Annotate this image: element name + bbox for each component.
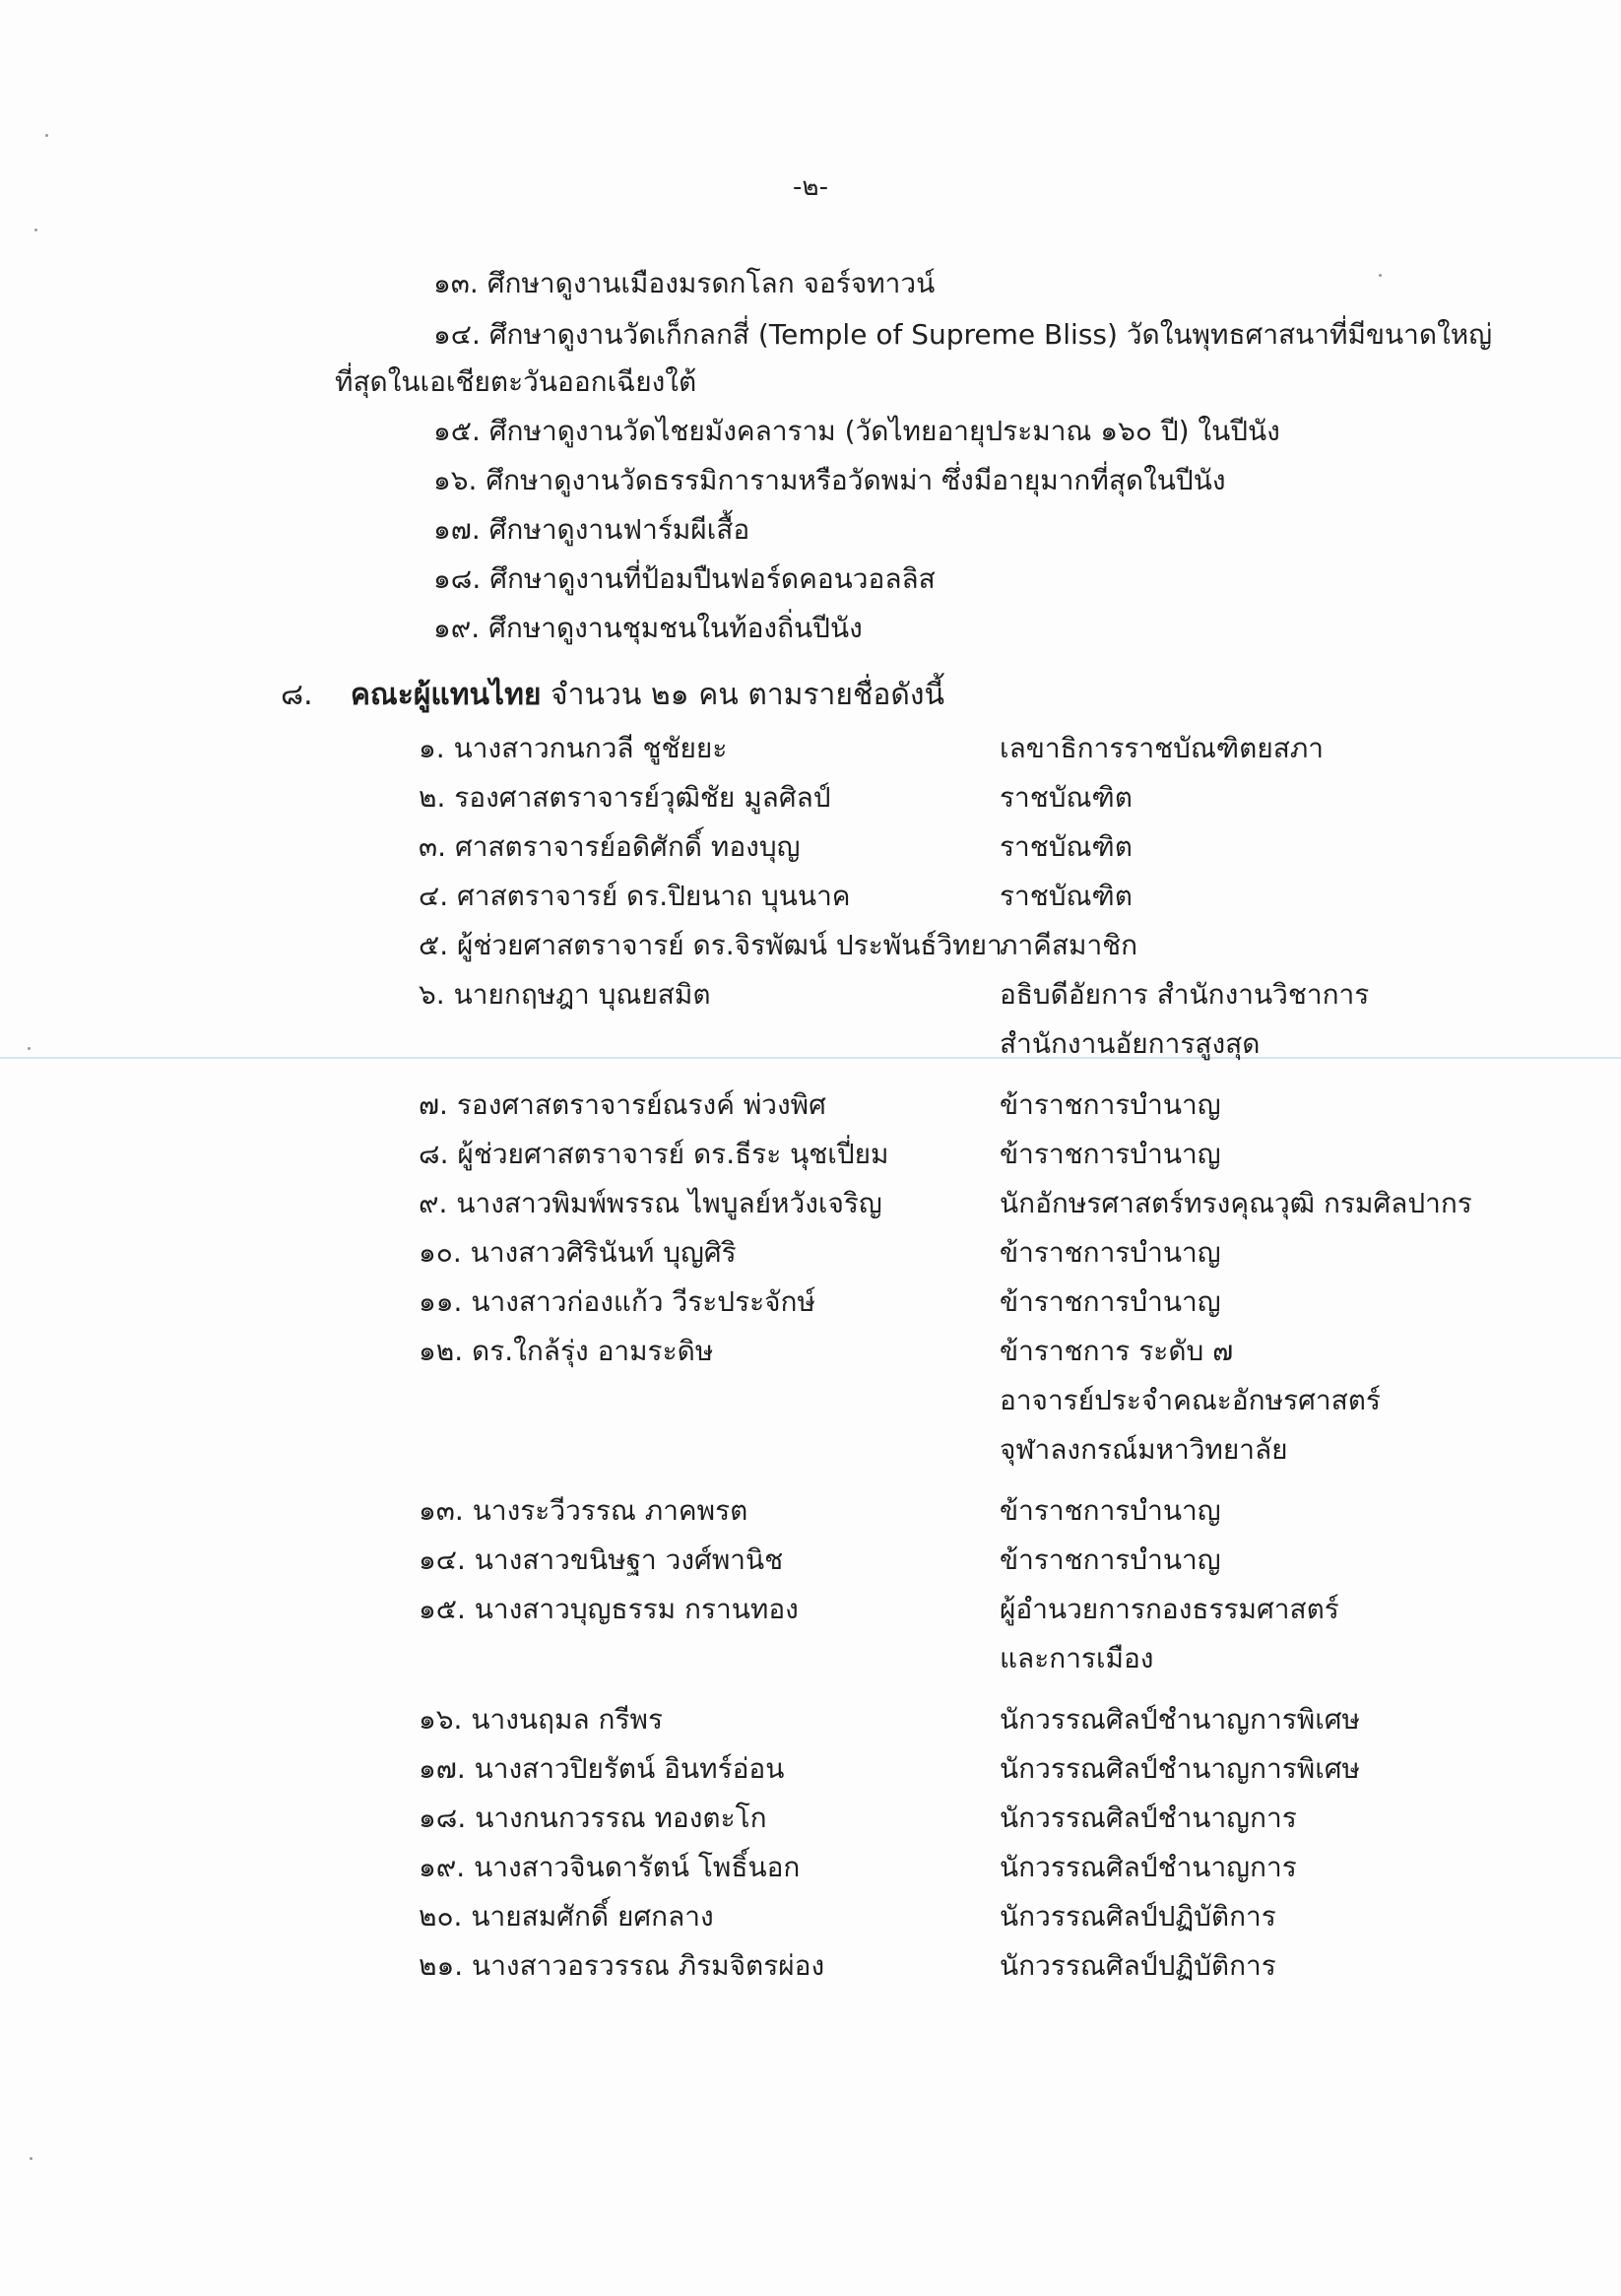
member-name-text: นางสาวกนกวลี ชูชัยยะ xyxy=(453,732,728,764)
member-number: ๑๐. xyxy=(419,1236,462,1269)
member-name xyxy=(419,1334,713,1369)
member-number: ๒. xyxy=(419,781,446,814)
member-name xyxy=(419,731,727,766)
study-item-number: ๑๖. xyxy=(433,464,478,496)
page-number: -๒- xyxy=(793,172,828,202)
study-item xyxy=(433,463,1226,498)
member-name-text: นายสมศักดิ์ ยศกลาง xyxy=(471,1900,714,1933)
member-position: ราชบัณฑิต xyxy=(1000,830,1133,863)
member-name xyxy=(419,1235,737,1271)
study-item-text: ศึกษาดูงานเมืองมรดกโลก จอร์จทาวน์ xyxy=(486,267,936,299)
member-name xyxy=(419,1542,783,1578)
member-number: ๑๘. xyxy=(419,1802,467,1834)
scan-speck xyxy=(1379,274,1382,277)
member-name xyxy=(419,1186,882,1221)
section-rest: จำนวน ๒๑ คน ตามรายชื่อดังนี้ xyxy=(551,678,944,712)
scan-speck xyxy=(28,1047,31,1050)
member-name-text: รองศาสตราจารย์ณรงค์ พ่วงพิศ xyxy=(456,1088,826,1121)
member-name-text: นางสาวบุญธรรม กรานทอง xyxy=(474,1593,799,1625)
member-name xyxy=(419,1592,799,1627)
study-item-number: ๑๙. xyxy=(433,612,481,644)
member-number: ๕. xyxy=(419,929,449,961)
study-item-continuation: ที่สุดในเอเชียตะวันออกเฉียงใต้ xyxy=(335,365,697,398)
member-position: นักวรรณศิลป์ชำนาญการพิเศษ xyxy=(1000,1703,1360,1736)
member-name xyxy=(419,1702,663,1738)
member-name xyxy=(419,1948,824,1984)
study-item xyxy=(433,317,1492,353)
member-position: นักวรรณศิลป์ชำนาญการ xyxy=(1000,1802,1297,1834)
member-name xyxy=(419,928,1003,963)
member-position: ข้าราชการบำนาญ xyxy=(1000,1088,1221,1121)
member-name-text: นางสาวศิรินันท์ บุญศิริ xyxy=(470,1236,737,1269)
member-position: ข้าราชการบำนาญ xyxy=(1000,1138,1221,1170)
member-number: ๑๔. xyxy=(419,1543,466,1576)
member-name xyxy=(419,1137,889,1172)
study-item-text: ศึกษาดูงานฟาร์มผีเสื้อ xyxy=(488,513,750,546)
member-position: ข้าราชการบำนาญ xyxy=(1000,1543,1221,1576)
member-name-text: ศาสตราจารย์อดิศักดิ์ ทองบุญ xyxy=(454,830,801,863)
section-label: คณะผู้แทนไทย xyxy=(350,678,542,712)
member-name-text: นางระวีวรรณ ภาคพรต xyxy=(472,1494,748,1527)
study-item-text: ศึกษาดูงานวัดธรรมิการามหรือวัดพม่า ซึ่งมีอายุมากที่สุดในปีนัง xyxy=(486,464,1226,496)
section-number: ๘. xyxy=(281,678,313,712)
member-number: ๒๐. xyxy=(419,1900,463,1933)
section-heading xyxy=(281,678,944,713)
member-number: ๘. xyxy=(419,1138,449,1170)
scan-speck xyxy=(30,2157,32,2160)
member-position: ข้าราชการบำนาญ xyxy=(1000,1236,1221,1269)
member-name xyxy=(419,879,851,914)
member-name-text: นางสาวอรวรรณ ภิรมจิตรผ่อง xyxy=(472,1949,825,1982)
member-position: ข้าราชการบำนาญ xyxy=(1000,1285,1221,1318)
member-number: ๑๕. xyxy=(419,1593,466,1625)
member-name xyxy=(419,977,711,1013)
study-item-text: ศึกษาดูงานวัดเก็กลกสี่ (Temple of Supreme Bliss) วัดในพุทธศาสนาที่มีขนาดใหญ่ xyxy=(488,318,1493,351)
study-item-number: ๑๓. xyxy=(433,267,479,299)
member-name xyxy=(419,1801,767,1836)
study-item-number: ๑๘. xyxy=(433,562,482,595)
member-name-text: ศาสตราจารย์ ดร.ปิยนาถ บุนนาค xyxy=(457,880,851,912)
scan-artifact-line xyxy=(0,1057,1621,1059)
member-number: ๗. xyxy=(419,1088,448,1121)
member-name-text: นางสาวพิมพ์พรรณ ไพบูลย์หวังเจริญ xyxy=(456,1187,882,1219)
member-position: เลขาธิการราชบัณฑิตยสภา xyxy=(1000,732,1325,764)
member-position: ข้าราชการบำนาญ xyxy=(1000,1494,1221,1527)
study-item xyxy=(433,561,936,597)
study-item-text: ศึกษาดูงานที่ป้อมปืนฟอร์ดคอนวอลลิส xyxy=(489,562,936,595)
member-name-text: นางนฤมล กรีพร xyxy=(471,1703,663,1736)
study-item-number: ๑๔. xyxy=(433,318,481,351)
scan-speck xyxy=(45,134,48,137)
member-name-text: นางกนกวรรณ ทองตะโก xyxy=(475,1802,767,1834)
member-name-text: ดร.ใกล้รุ่ง อามระดิษ xyxy=(472,1335,714,1367)
member-name xyxy=(419,1899,714,1935)
member-number: ๒๑. xyxy=(419,1949,464,1982)
member-position: ข้าราชการ ระดับ ๗ xyxy=(1000,1335,1234,1367)
member-position: นักวรรณศิลป์ชำนาญการพิเศษ xyxy=(1000,1752,1360,1785)
member-position: นักอักษรศาสตร์ทรงคุณวุฒิ กรมศิลปากร xyxy=(1000,1187,1472,1219)
member-position: และการเมือง xyxy=(1000,1642,1154,1674)
study-item xyxy=(433,611,863,646)
member-name xyxy=(419,1850,800,1885)
member-position: ภาคีสมาชิก xyxy=(1000,929,1138,961)
member-position: นักวรรณศิลป์ปฏิบัติการ xyxy=(1000,1949,1276,1982)
member-name-text: นางสาวจินดารัตน์ โพธิ์นอก xyxy=(474,1851,801,1883)
member-number: ๑๖. xyxy=(419,1703,463,1736)
member-name xyxy=(419,1493,747,1529)
member-name-text: นางสาวขนิษฐา วงศ์พานิช xyxy=(474,1543,784,1576)
study-item xyxy=(433,266,935,301)
member-number: ๑๙. xyxy=(419,1851,466,1883)
member-number: ๑๒. xyxy=(419,1335,464,1367)
member-number: ๔. xyxy=(419,880,449,912)
member-name xyxy=(419,1087,826,1123)
member-position: อาจารย์ประจำคณะอักษรศาสตร์ xyxy=(1000,1384,1381,1416)
study-item-text: ศึกษาดูงานวัดไชยมังคลาราม (วัดไทยอายุประมาณ ๑๖๐ ปี) ในปีนัง xyxy=(488,415,1280,447)
member-name-text: นางสาวปิยรัตน์ อินทร์อ่อน xyxy=(474,1752,785,1785)
member-name-text: ผู้ช่วยศาสตราจารย์ ดร.ธีระ นุชเปี่ยม xyxy=(457,1138,889,1170)
study-item xyxy=(433,512,749,548)
member-name-text: ผู้ช่วยศาสตราจารย์ ดร.จิรพัฒน์ ประพันธ์วิทยา xyxy=(457,929,1003,961)
study-item-number: ๑๗. xyxy=(433,513,481,546)
member-position: นักวรรณศิลป์ชำนาญการ xyxy=(1000,1851,1297,1883)
member-number: ๑๗. xyxy=(419,1752,466,1785)
member-name-text: นางสาวก่องแก้ว วีระประจักษ์ xyxy=(471,1285,815,1318)
study-item-text: ศึกษาดูงานชุมชนในท้องถิ่นปีนัง xyxy=(488,612,863,644)
member-position: อธิบดีอัยการ สำนักงานวิชาการ xyxy=(1000,978,1370,1011)
member-position: นักวรรณศิลป์ปฏิบัติการ xyxy=(1000,1900,1276,1933)
member-position: ราชบัณฑิต xyxy=(1000,781,1133,814)
member-name-text: นายกฤษฎา บุณยสมิต xyxy=(453,978,711,1011)
member-name xyxy=(419,1284,815,1320)
member-name xyxy=(419,780,831,816)
member-number: ๙. xyxy=(419,1187,448,1219)
study-item-number: ๑๕. xyxy=(433,415,481,447)
member-position: ผู้อำนวยการกองธรรมศาสตร์ xyxy=(1000,1593,1339,1625)
member-name xyxy=(419,829,800,865)
member-number: ๖. xyxy=(419,978,445,1011)
scan-speck xyxy=(34,229,37,231)
study-item xyxy=(433,414,1280,449)
member-number: ๑๑. xyxy=(419,1285,463,1318)
member-number: ๑. xyxy=(419,732,445,764)
member-name xyxy=(419,1751,784,1787)
member-position: สำนักงานอัยการสูงสุด xyxy=(1000,1027,1261,1060)
member-name-text: รองศาสตราจารย์วุฒิชัย มูลศิลป์ xyxy=(454,781,831,814)
member-position: ราชบัณฑิต xyxy=(1000,880,1133,912)
member-position: จุฬาลงกรณ์มหาวิทยาลัย xyxy=(1000,1433,1288,1466)
member-number: ๓. xyxy=(419,830,447,863)
member-number: ๑๓. xyxy=(419,1494,464,1527)
